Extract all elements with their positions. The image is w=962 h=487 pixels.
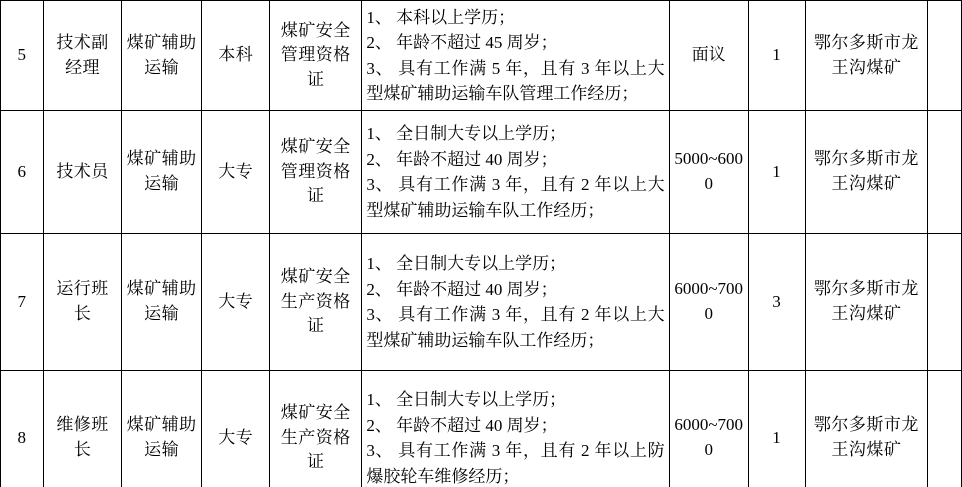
cell-salary: 5000~6000 (669, 111, 748, 234)
cell-education: 大专 (202, 234, 270, 371)
cell-headcount: 1 (748, 371, 805, 487)
cell-trailing (927, 234, 961, 371)
table-row (1, 371, 962, 487)
cell-certificate: 煤矿安全生产资格证 (270, 371, 362, 487)
requirement-item: 2、 年龄不超过 40 周岁； (366, 279, 558, 299)
cell-trailing (927, 371, 961, 487)
cell-department: 煤矿辅助运输 (122, 371, 202, 487)
cell-location: 鄂尔多斯市龙王沟煤矿 (805, 234, 927, 371)
requirement-item: 1、 全日制大专以上学历； (366, 124, 567, 143)
cell-department: 煤矿辅助运输 (122, 1, 202, 111)
requirement-item: 3、 具有工作满 3 年，且有 2 年以上大型煤矿辅助运输车队工作经历； (366, 175, 665, 220)
cell-certificate: 煤矿安全管理资格证 (270, 1, 362, 111)
cell-serial-number: 6 (1, 111, 44, 234)
cell-certificate: 煤矿安全生产资格证 (270, 234, 362, 371)
cell-salary: 面议 (669, 1, 748, 111)
cell-salary: 6000~7000 (669, 371, 748, 487)
requirement-item: 2、 年龄不超过 40 周岁； (366, 149, 558, 169)
cell-post: 技术员 (44, 111, 122, 234)
cell-headcount: 1 (748, 111, 805, 234)
cell-requirements (362, 111, 669, 234)
requirement-item: 2、 年龄不超过 45 周岁； (366, 33, 558, 52)
cell-education: 大专 (202, 111, 270, 234)
cell-post: 运行班长 (44, 234, 122, 371)
requirement-item: 1、 本科以上学历； (366, 7, 516, 27)
cell-location: 鄂尔多斯市龙王沟煤矿 (805, 1, 927, 111)
requirement-item: 1、 全日制大专以上学历； (366, 390, 567, 409)
cell-location: 鄂尔多斯市龙王沟煤矿 (805, 371, 927, 487)
cell-requirements (362, 371, 669, 487)
requirement-list (366, 387, 664, 487)
requirement-item: 3、 具有工作满 5 年，且有 3 年以上大型煤矿辅助运输车队管理工作经历； (366, 58, 665, 103)
requirement-list (366, 121, 664, 223)
cell-department: 煤矿辅助运输 (122, 111, 202, 234)
requirement-list (366, 251, 664, 353)
cell-department: 煤矿辅助运输 (122, 234, 202, 371)
requirement-item: 3、 具有工作满 3 年，且有 2 年以上防爆胶轮车维修经历； (366, 441, 665, 486)
requirement-item: 3、 具有工作满 3 年，且有 2 年以上大型煤矿辅助运输车队工作经历； (366, 305, 665, 350)
cell-certificate: 煤矿安全管理资格证 (270, 111, 362, 234)
cell-headcount: 1 (748, 1, 805, 111)
cell-serial-number: 8 (1, 371, 44, 487)
cell-serial-number: 7 (1, 234, 44, 371)
cell-requirements (362, 1, 669, 111)
cell-headcount: 3 (748, 234, 805, 371)
cell-trailing (927, 111, 961, 234)
cell-location: 鄂尔多斯市龙王沟煤矿 (805, 111, 927, 234)
cell-education: 大专 (202, 371, 270, 487)
cell-requirements (362, 234, 669, 371)
requirement-item: 1、 全日制大专以上学历； (366, 254, 567, 273)
cell-trailing (927, 1, 961, 111)
cell-salary: 6000~7000 (669, 234, 748, 371)
cell-post: 技术副经理 (44, 1, 122, 111)
requirement-item: 2、 年龄不超过 40 周岁； (366, 415, 558, 435)
table-row (1, 111, 962, 234)
requirement-list (366, 5, 664, 107)
table-row (1, 1, 962, 111)
cell-education: 本科 (202, 1, 270, 111)
cell-serial-number: 5 (1, 1, 44, 111)
table-row (1, 234, 962, 371)
cell-post: 维修班长 (44, 371, 122, 487)
